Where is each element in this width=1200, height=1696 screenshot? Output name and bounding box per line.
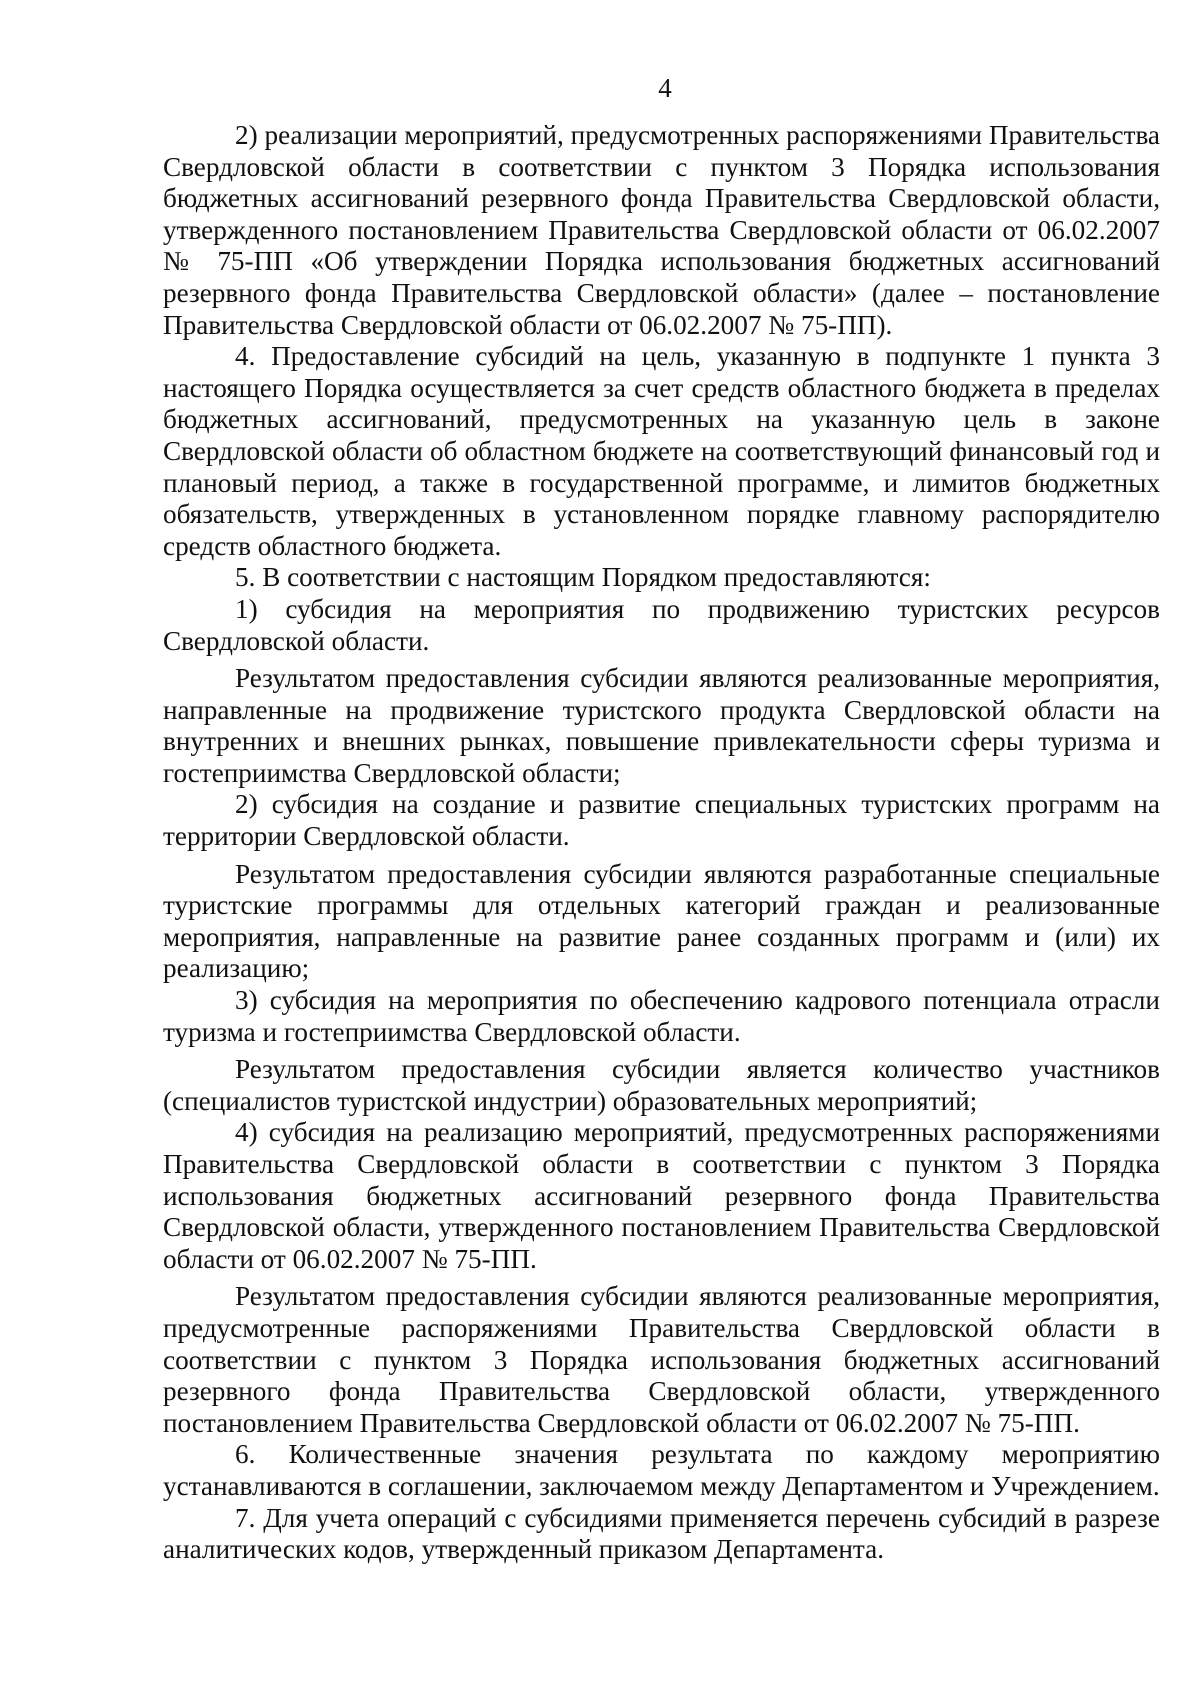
paragraph-6-quantitative-values: 6. Количественные значения результата по каждому мероприятию устанавливаются в соглашении, заключаемом между Департаментом и Учреждением.	[163, 1439, 1160, 1501]
document-body	[163, 120, 1160, 1566]
paragraph-item-2-reserve-fund: 2) реализации мероприятий, предусмотренных распоряжениями Правительства Свердловской области в соответствии с пунктом 3 Порядка использования бюджетных ассигнований резервного фонда Правительства Свердловской области, утвержденного постановлением Правительства Свердловской области от 06.02.2007 № 75-ПП «Об утверждении Порядка использования бюджетных ассигнований резервного фонда Правительства Свердловской области» (далее – постановление Правительства Свердловской области от 06.02.2007 № 75-ПП).	[163, 120, 1160, 340]
subsidy-3-result: Результатом предоставления субсидии является количество участников (специалистов туристской индустрии) образовательных мероприятий;	[163, 1054, 1160, 1116]
subsidy-3-personnel-potential: 3) субсидия на мероприятия по обеспечению кадрового потенциала отрасли туризма и гостеприимства Свердловской области.	[163, 985, 1160, 1047]
paragraph-7-accounting-operations: 7. Для учета операций с субсидиями применяется перечень субсидий в разрезе аналитических кодов, утвержденный приказом Департамента.	[163, 1502, 1160, 1565]
subsidy-4-reserve-fund-events: 4) субсидия на реализацию мероприятий, предусмотренных распоряжениями Правительства Свердловской области в соответствии с пунктом 3 Порядка использования бюджетных ассигнований резервного фонда Правительства Свердловской области, утвержденного постановлением Правительства Свердловской области от 06.02.2007 № 75-ПП.	[163, 1117, 1160, 1274]
page-number: 4	[658, 73, 672, 103]
subsidy-1-result: Результатом предоставления субсидии являются реализованные мероприятия, направленные на продвижение туристского продукта Свердловской области на внутренних и внешних рынках, повышение привлекательности сферы туризма и гостеприимства Свердловской области;	[163, 663, 1160, 788]
subsidy-2-special-programs: 2) субсидия на создание и развитие специальных туристских программ на территории Свердловской области.	[163, 789, 1160, 852]
subsidy-4-result: Результатом предоставления субсидии являются реализованные мероприятия, предусмотренные распоряжениями Правительства Свердловской области в соответствии с пунктом 3 Порядка использования бюджетных ассигнований резервного фонда Правительства Свердловской области, утвержденного постановлением Правительства Свердловской области от 06.02.2007 № 75-ПП.	[163, 1281, 1160, 1438]
paragraph-5-subsidies-list-intro: 5. В соответствии с настоящим Порядком предоставляются:	[235, 562, 931, 593]
paragraph-4-subsidy-funding: 4. Предоставление субсидий на цель, указанную в подпункте 1 пункта 3 настоящего Порядка осуществляется за счет средств областного бюджета в пределах бюджетных ассигнований, предусмотренных на указанную цель в законе Свердловской области об областном бюджете на соответствующий финансовый год и плановый период, а также в государственной программе, и лимитов бюджетных обязательств, утвержденных в установленном порядке главному распорядителю средств областного бюджета.	[163, 341, 1160, 561]
subsidy-1-tourism-promotion: 1) субсидия на мероприятия по продвижению туристских ресурсов Свердловской области.	[163, 593, 1160, 656]
subsidy-2-result: Результатом предоставления субсидии являются разработанные специальные туристские программы для отдельных категорий граждан и реализованные мероприятия, направленные на развитие ранее созданных программ и (или) их реализацию;	[163, 858, 1160, 984]
